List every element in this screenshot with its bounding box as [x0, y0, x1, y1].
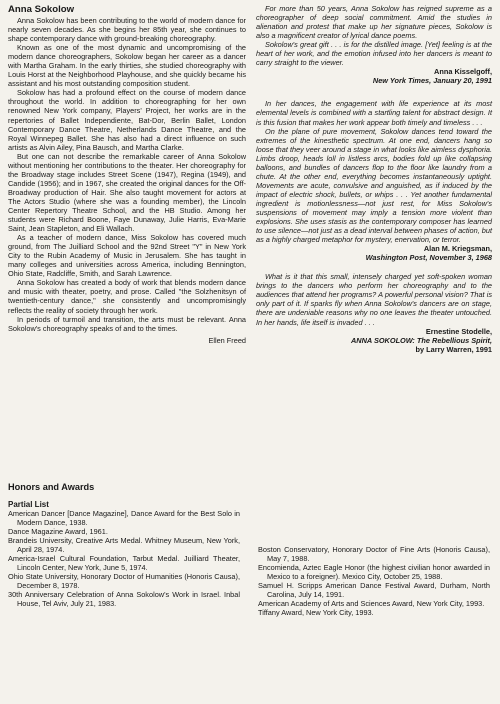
quote-source: Washington Post, November 3, 1968: [365, 253, 492, 263]
quote-source-title: ANNA SOKOLOW: The Rebellious Spirit,: [350, 335, 492, 345]
award-item: Samuel H. Scripps American Dance Festival Award, Durham, North Carolina, July 14, 1991.: [258, 581, 490, 600]
bio-paragraph: Anna Sokolow has been contributing to the world of modern dance for nearly seven decades. As she begins her 85th year, she continues to shape contemporary dance with ground-breaking choreography.: [8, 16, 246, 44]
quote-author: Ernestine Stodelle,: [425, 326, 492, 336]
awards-list-left: [8, 509, 240, 609]
quote-paragraph: On the plane of pure movement, Sokolow dances tend toward the extremes of the kinesthetic spectrum. At one end, dancers hang so loose that they veer around a stage in what looks like aimless dysphoria. Limbs droop, heads loll in listless arcs, bodies fold up like collapsing balloons, and bundles of dancers flop to the floor like laundry from a chute. At the other end, everything becomes instantaneously uptight. Movements are acute, convulsive and anguished, as if induced by the impact of electric shock, bullets, or whips . . . Yet another fundamental ingredient is motionlessness—not just rest, for Miss Sokolow's suspensions of movement may imply a tension more violent than explosions. She uses stasis as the contemporary composer has learned to use silence—not just as a dead interval between phases of action, but as a highly charged metaphor for mystery, enervation, or terror.: [256, 126, 492, 245]
bio-paragraph: In periods of turmoil and transition, the arts must be relevant. Anna Sokolow's choreography speaks of and to the times.: [8, 314, 246, 333]
bio-paragraph: Sokolow has had a profound effect on the course of modern dance throughout the world. In addition to choreographing for her own renowned New York company, Players' Project, her works are in the repertories of Ballet Independiente, Bat-Dor, Berlin Ballet, London Contemporary Dance Theatre, Netherlands Dance Theatre, and the Royal Winnepeg Ballet. She has also had a direct influence on such artists as Alvin Ailey, Pina Bausch, and Martha Clarke.: [8, 88, 246, 152]
award-item: Boston Conservatory, Honorary Doctor of Fine Arts (Honoris Causa), May 7, 1988.: [258, 545, 490, 564]
quote-author: Alan M. Kriegsman,: [423, 244, 492, 254]
award-item: Ohio State University, Honorary Doctor of Humanities (Honoris Causa), December 8, 1978.: [8, 572, 240, 591]
award-item: Brandeis University, Creative Arts Medal. Whitney Museum, New York, April 28, 1974.: [8, 536, 240, 555]
bio-signature: Ellen Freed: [208, 335, 246, 345]
bio-paragraph: Anna Sokolow has created a body of work that blends modern dance and music with theater, poetry, and prose. Called "the Solzhenitsyn of twentieth-century dance," she consistently and uncompromisingly reflects the reality of society through her work.: [8, 278, 246, 315]
quote-block: [256, 272, 492, 353]
quote-block: [256, 99, 492, 262]
spacer: [256, 85, 492, 99]
quote-paragraph: In her dances, the engagement with life experience at its most elemental levels is combined with a startling talent for abstract design. It is this fusion that makes her work appear both timely and timeless . . .: [256, 99, 492, 127]
awards-subtitle: Partial List: [8, 500, 49, 509]
awards-section: [8, 482, 492, 618]
page: [8, 4, 492, 700]
award-item: Tiffany Award, New York City, 1993.: [258, 608, 374, 618]
award-item: Encomienda, Aztec Eagle Honor (the highest civilian honor awarded in Mexico to a foreigner). Mexico City, October 25, 1988.: [258, 563, 490, 582]
award-item: 30th Anniversary Celebration of Anna Sokolow's Work in Israel. Inbal House, Tel Aviv, July 21, 1983.: [8, 590, 240, 609]
bio-paragraph: Known as one of the most dynamic and uncompromising of the modern dance choreographers, Sokolow began her career as a dancer with Martha Graham. In the early thirties, she studied choreography with Louis Horst at the Neighborhood Playhouse, and she quickly became his assistant and his most outstanding composition student.: [8, 43, 246, 89]
quote-paragraph: For more than 50 years, Anna Sokolow has reigned supreme as a choreographer of deep social commitment. Amid the studies in alienation and protest that make up her signature pieces, Sokolow is also a magnificent creator of lyrical dance poems.: [256, 4, 492, 41]
quote-source-by: by Larry Warren, 1991: [415, 344, 492, 354]
bio-title: Anna Sokolow: [8, 4, 75, 15]
quote-author: Anna Kisselgoff,: [434, 67, 492, 77]
awards-title: Honors and Awards: [8, 482, 95, 492]
award-item: American Academy of Arts and Sciences Award, New York City, 1993.: [258, 599, 485, 609]
award-item: Dance Magazine Award, 1961.: [8, 527, 108, 537]
quote-source: New York Times, January 20, 1991: [372, 76, 492, 86]
bio-paragraph: But one can not describe the remarkable career of Anna Sokolow without mentioning her contributions to the theater. Her choreography for the Broadway stage includes Street Scene (1947), Regina (1949), and Candide (1956); and in 1967, she created the original dances for the Off-Broadway production of Hair. She also taught movement for actors at The Actors Studio (where she was a founding member), the Lincoln Center Repertory Theatre School, and the HB Studio. Among her students were Richard Boone, Faye Dunaway, Julie Harris, Eva-Marie Saint, Jean Stapleton, and Eli Wallach.: [8, 151, 246, 234]
quote-paragraph: What is it that this small, intensely charged yet soft-spoken woman brings to the dancers who perform her choreography and to the audiences that attend her programs? A powerful personal vision? That is only part of it. If sparks fly when Anna Sokolow's dancers are on stage, there are undeniable reasons why no one leaves the theater untouched. In her hands, life itself is invaded . . .: [256, 272, 492, 327]
award-item: American Dancer [Dance Magazine], Dance Award for the Best Solo in Modern Dance, 1938.: [8, 509, 240, 528]
spacer: [256, 262, 492, 272]
bio-column: [8, 4, 246, 345]
award-item: America-Israel Cultural Foundation, Tarbut Medal. Juilliard Theater, Lincoln Center, New York, June 5, 1974.: [8, 554, 240, 573]
awards-list-right: [258, 545, 490, 617]
quote-paragraph: Sokolow's great gift . . . is for the distilled image. [Yet] feeling is at the heart of her work, and the emotion infused into her dancers is meant to carry straight to the viewer.: [256, 40, 492, 68]
quotes-column: [256, 4, 492, 354]
quote-block: [256, 4, 492, 85]
bio-paragraph: As a teacher of modern dance, Miss Sokolow has covered much ground, from The Juilliard School and the 92nd Street "Y" in New York City to the Rubin Academy of Music in Jerusalem. She has taught in many colleges and universities across America, including Bennington, Ohio State, Radcliffe, Smith, and Sarah Lawrence.: [8, 233, 246, 279]
